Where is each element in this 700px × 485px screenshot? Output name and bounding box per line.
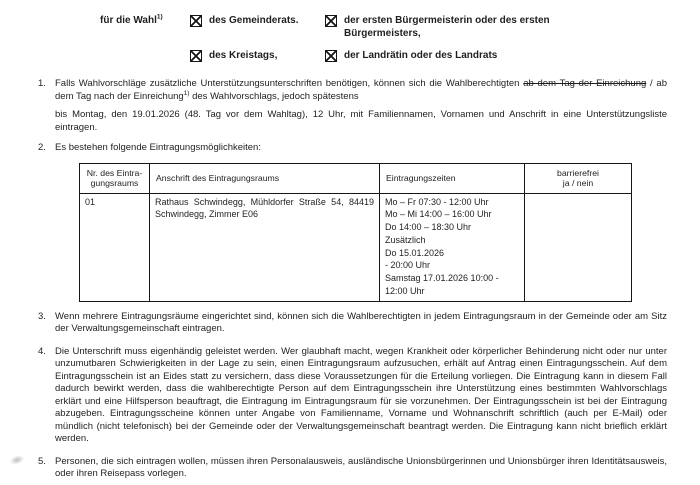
cell-barrierefrei [525, 193, 632, 301]
entry-time-line: Do 14:00 – 18:30 Uhr [385, 222, 472, 233]
option-gemeinderat [190, 14, 325, 40]
checkbox-checked-icon[interactable] [190, 50, 202, 62]
paragraph-5 [38, 456, 667, 481]
table-row [80, 193, 632, 301]
wahl-lead-label [100, 14, 190, 40]
paragraph-2-number: 2. [38, 142, 46, 153]
spacer [100, 49, 190, 62]
entry-time-line: Mo – Mi 14:00 – 16:00 Uhr [385, 209, 492, 220]
checkbox-checked-icon[interactable] [190, 15, 202, 27]
cell-room-number: 01 [80, 193, 150, 301]
paragraph-list [0, 78, 700, 481]
wahl-lead-text: für die Wahl [100, 15, 157, 26]
entry-time-line: Do 15.01.2026 [385, 247, 445, 258]
header-barrierefrei [525, 163, 632, 193]
header-barrierefrei-line1: barrierefrei [556, 167, 599, 178]
paragraph-5-text: Personen, die sich eintragen wollen, müssen ihren Personalausweis, ausländische Unionsbürgerinnen und Unionsbürger ihren Identitätsausweis, oder ihren Reisepass vorlegen. [55, 455, 667, 479]
option-gemeinderat-label: des Gemeinderats. [209, 15, 299, 26]
paragraph-5-number: 5. [38, 455, 46, 467]
header-nr-line2: gungsraums [90, 178, 139, 188]
election-type-header [100, 14, 700, 62]
entry-rooms-table-wrap [79, 163, 667, 302]
paragraph-1-number: 1. [38, 78, 46, 89]
header-eintragungszeiten: Eintragungszeiten [380, 163, 525, 193]
paragraph-2 [38, 142, 667, 155]
paragraph-1 [38, 78, 667, 134]
paragraph-4-text: Die Unterschrift muss eigenhändig geleistet werden. Wer glaubhaft macht, wegen Krankheit oder körperlicher Behinderung nicht oder nur unter unzumutbaren Schwierigkeiten in der Lage zu sein, einen Eintragungsraum aufzusuchen, erhält auf Antrag einen Eintragungsschein. Auf dem Eintragungsschein ist an Eides statt zu versichern, dass diese Voraussetzungen für die Erteilung vorliegen. Die Eintragung kann in diesem Fall dadurch bewirkt werden, dass die wahlberechtigte Person auf dem Eintragungsschein ihre Unterstützung eines bestimmten Wahlvorschlags erklärt und eine Hilfsperson beauftragt, die Eintragung im Eintragungsraum für sie vorzunehmen. Der Eintragungsschein ist bei der Eintragung abzugeben. Eintragungsscheine können unter Angabe von Familienname, Vorname und Wohnanschrift schriftlich (auch per E-Mail) oder mündlich (nicht telefonisch) bei der Gemeinde oder der Verwaltungsgemeinschaft beantragt werden. Die Eintragung kann nicht brieflich erklärt werden. [55, 345, 667, 444]
paragraph-2-text: Es bestehen folgende Eintragungsmöglichkeiten: [55, 142, 261, 153]
entry-time-line: - 20:00 Uhr [385, 260, 431, 271]
cell-room-address: Rathaus Schwindegg, Mühldorfer Straße 54, 84419 Schwindegg, Zimmer E06 [150, 193, 380, 301]
option-landrat [325, 49, 700, 62]
option-kreistag-label: des Kreistags, [209, 50, 278, 61]
paragraph-1-segment-mid: / ab dem Tag nach der Einreichung [55, 78, 668, 102]
entry-time-line: Mo – Fr 07:30 - 12:00 Uhr [385, 196, 489, 207]
paragraph-3-text: Wenn mehrere Eintragungsräume eingerichtet sind, können sich die Wahlberechtigten in jedem Eintragungsraum in der Gemeinde oder am Sitz der Verwaltungsgemeinschaft eintragen. [55, 310, 667, 334]
paragraph-1-segment-post: des Wahlvorschlags, jedoch spätestens [189, 90, 359, 102]
checkbox-checked-icon[interactable] [325, 50, 337, 62]
table-header-row [80, 163, 632, 193]
header-nr-eintragungsraum [80, 163, 150, 193]
paragraph-4 [38, 346, 667, 446]
paragraph-1-struck-text: ab dem Tag der Einreichung [523, 78, 647, 89]
header-barrierefrei-line2: ja / nein [562, 178, 594, 188]
option-buergermeister-label: der ersten Bürgermeisterin oder des ersten Bürgermeisters, [344, 15, 550, 39]
paragraph-1-deadline-text: bis Montag, den 19.01.2026 (48. Tag vor dem Wahltag), 12 Uhr, mit Familiennamen, Vornamen und Anschrift in eine Unterstützungsliste eintragen. [55, 109, 667, 133]
header-nr-line1: Nr. des Eintra- [86, 167, 143, 178]
option-landrat-label: der Landrätin oder des Landrats [344, 50, 498, 61]
entry-time-line: Zusätzlich [385, 234, 426, 245]
paragraph-4-number: 4. [38, 345, 46, 357]
entry-time-line: 12:00 Uhr [385, 286, 425, 297]
checkbox-checked-icon[interactable] [325, 15, 337, 27]
option-buergermeister [325, 14, 700, 40]
entry-rooms-table [79, 163, 632, 302]
wahl-footnote-marker: 1) [156, 13, 163, 21]
paragraph-1-segment-pre: Falls Wahlvorschläge zusätzliche Unterstützungsunterschriften benötigen, können sich die Wahlberechtigten [55, 78, 524, 89]
header-anschrift: Anschrift des Eintragungsraums [150, 163, 380, 193]
paragraph-3-number: 3. [38, 310, 46, 322]
option-kreistag [190, 49, 325, 62]
paragraph-3 [38, 311, 667, 336]
paragraph-1-text [55, 78, 667, 134]
cell-entry-times [380, 193, 525, 301]
footnote-marker: 1) [183, 89, 190, 97]
entry-time-line: Samstag 17.01.2026 10:00 - [385, 273, 499, 284]
